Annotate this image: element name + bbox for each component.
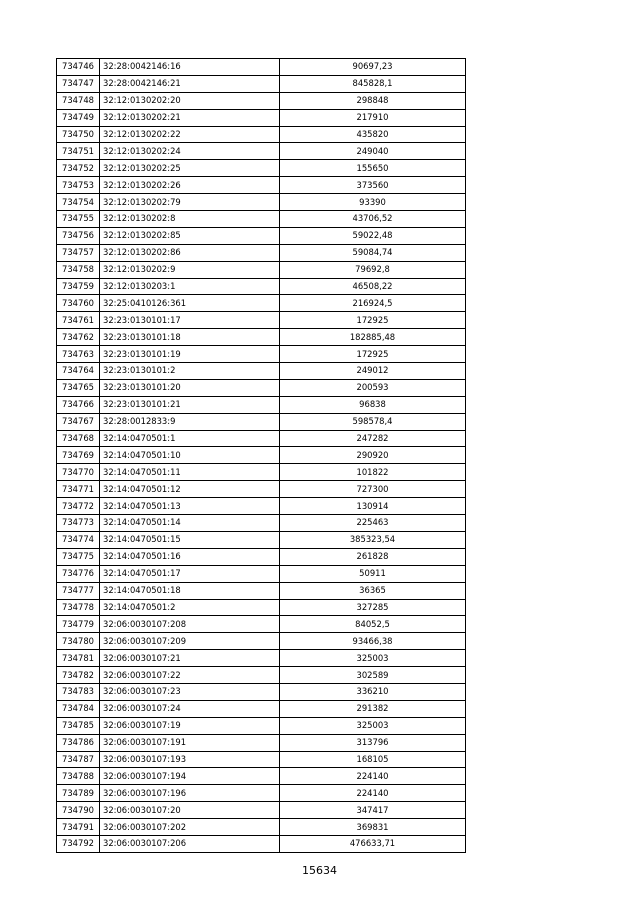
value-cell: 216924,5 xyxy=(280,295,466,312)
value-cell: 96838 xyxy=(280,396,466,413)
cadastral-number-cell: 32:12:0130202:20 xyxy=(100,92,280,109)
row-id-cell: 734792 xyxy=(57,835,100,852)
cadastral-number-cell: 32:12:0130202:9 xyxy=(100,261,280,278)
table-row xyxy=(57,261,466,278)
cadastral-number-cell: 32:12:0130202:21 xyxy=(100,109,280,126)
cadastral-number-cell: 32:06:0030107:209 xyxy=(100,633,280,650)
table-row xyxy=(57,75,466,92)
table-row xyxy=(57,819,466,836)
row-id-cell: 734770 xyxy=(57,464,100,481)
cadastral-number-cell: 32:14:0470501:16 xyxy=(100,548,280,565)
cadastral-number-cell: 32:06:0030107:193 xyxy=(100,751,280,768)
table-row xyxy=(57,396,466,413)
cadastral-number-cell: 32:23:0130101:21 xyxy=(100,396,280,413)
cadastral-number-cell: 32:23:0130101:20 xyxy=(100,379,280,396)
value-cell: 290920 xyxy=(280,447,466,464)
table-row xyxy=(57,211,466,228)
table-row xyxy=(57,616,466,633)
table-row xyxy=(57,177,466,194)
table-row xyxy=(57,447,466,464)
row-id-cell: 734748 xyxy=(57,92,100,109)
table-row xyxy=(57,481,466,498)
value-cell: 347417 xyxy=(280,802,466,819)
cadastral-number-cell: 32:12:0130202:24 xyxy=(100,143,280,160)
row-id-cell: 734768 xyxy=(57,430,100,447)
value-cell: 298848 xyxy=(280,92,466,109)
cadastral-number-cell: 32:12:0130202:22 xyxy=(100,126,280,143)
cadastral-number-cell: 32:14:0470501:10 xyxy=(100,447,280,464)
cadastral-number-cell: 32:06:0030107:196 xyxy=(100,785,280,802)
row-id-cell: 734749 xyxy=(57,109,100,126)
table-row xyxy=(57,785,466,802)
value-cell: 50911 xyxy=(280,565,466,582)
table-row xyxy=(57,565,466,582)
value-cell: 336210 xyxy=(280,683,466,700)
row-id-cell: 734772 xyxy=(57,498,100,515)
row-id-cell: 734786 xyxy=(57,734,100,751)
value-cell: 90697,23 xyxy=(280,59,466,76)
cadastral-number-cell: 32:23:0130101:2 xyxy=(100,363,280,380)
cadastral-number-cell: 32:06:0030107:206 xyxy=(100,835,280,852)
cadastral-number-cell: 32:23:0130101:19 xyxy=(100,346,280,363)
table-row xyxy=(57,126,466,143)
row-id-cell: 734762 xyxy=(57,329,100,346)
value-cell: 224140 xyxy=(280,768,466,785)
cadastral-number-cell: 32:12:0130202:85 xyxy=(100,227,280,244)
table-row xyxy=(57,295,466,312)
value-cell: 36365 xyxy=(280,582,466,599)
table-row xyxy=(57,751,466,768)
row-id-cell: 734760 xyxy=(57,295,100,312)
table-row xyxy=(57,515,466,532)
data-table xyxy=(56,58,466,853)
row-id-cell: 734751 xyxy=(57,143,100,160)
value-cell: 43706,52 xyxy=(280,211,466,228)
cadastral-number-cell: 32:12:0130203:1 xyxy=(100,278,280,295)
table-row xyxy=(57,329,466,346)
table-row xyxy=(57,379,466,396)
value-cell: 101822 xyxy=(280,464,466,481)
value-cell: 302589 xyxy=(280,667,466,684)
page-number: 15634 xyxy=(302,864,337,877)
row-id-cell: 734790 xyxy=(57,802,100,819)
value-cell: 313796 xyxy=(280,734,466,751)
value-cell: 59022,48 xyxy=(280,227,466,244)
value-cell: 225463 xyxy=(280,515,466,532)
value-cell: 435820 xyxy=(280,126,466,143)
cadastral-number-cell: 32:06:0030107:208 xyxy=(100,616,280,633)
table-row xyxy=(57,312,466,329)
cadastral-number-cell: 32:14:0470501:17 xyxy=(100,565,280,582)
cadastral-number-cell: 32:12:0130202:86 xyxy=(100,244,280,261)
table-row xyxy=(57,227,466,244)
cadastral-number-cell: 32:06:0030107:21 xyxy=(100,650,280,667)
value-cell: 249040 xyxy=(280,143,466,160)
row-id-cell: 734785 xyxy=(57,717,100,734)
table-row xyxy=(57,59,466,76)
value-cell: 130914 xyxy=(280,498,466,515)
row-id-cell: 734758 xyxy=(57,261,100,278)
table-row xyxy=(57,346,466,363)
row-id-cell: 734759 xyxy=(57,278,100,295)
row-id-cell: 734779 xyxy=(57,616,100,633)
value-cell: 373560 xyxy=(280,177,466,194)
cadastral-number-cell: 32:14:0470501:2 xyxy=(100,599,280,616)
value-cell: 291382 xyxy=(280,700,466,717)
table-row xyxy=(57,413,466,430)
table-row xyxy=(57,768,466,785)
table-row xyxy=(57,430,466,447)
table-row xyxy=(57,109,466,126)
cadastral-number-cell: 32:14:0470501:11 xyxy=(100,464,280,481)
table-row xyxy=(57,464,466,481)
cadastral-number-cell: 32:28:0012833:9 xyxy=(100,413,280,430)
cadastral-number-cell: 32:14:0470501:15 xyxy=(100,531,280,548)
row-id-cell: 734765 xyxy=(57,379,100,396)
value-cell: 168105 xyxy=(280,751,466,768)
value-cell: 261828 xyxy=(280,548,466,565)
cadastral-number-cell: 32:06:0030107:23 xyxy=(100,683,280,700)
row-id-cell: 734788 xyxy=(57,768,100,785)
cadastral-number-cell: 32:14:0470501:14 xyxy=(100,515,280,532)
value-cell: 247282 xyxy=(280,430,466,447)
row-id-cell: 734781 xyxy=(57,650,100,667)
value-cell: 155650 xyxy=(280,160,466,177)
value-cell: 369831 xyxy=(280,819,466,836)
value-cell: 59084,74 xyxy=(280,244,466,261)
value-cell: 385323,54 xyxy=(280,531,466,548)
value-cell: 200593 xyxy=(280,379,466,396)
cadastral-number-cell: 32:23:0130101:17 xyxy=(100,312,280,329)
cadastral-number-cell: 32:12:0130202:26 xyxy=(100,177,280,194)
table-row xyxy=(57,92,466,109)
table-row xyxy=(57,599,466,616)
value-cell: 249012 xyxy=(280,363,466,380)
value-cell: 46508,22 xyxy=(280,278,466,295)
row-id-cell: 734773 xyxy=(57,515,100,532)
table-row xyxy=(57,160,466,177)
cadastral-number-cell: 32:06:0030107:22 xyxy=(100,667,280,684)
table-row xyxy=(57,717,466,734)
row-id-cell: 734784 xyxy=(57,700,100,717)
table-row xyxy=(57,548,466,565)
value-cell: 172925 xyxy=(280,346,466,363)
cadastral-number-cell: 32:25:0410126:361 xyxy=(100,295,280,312)
cadastral-number-cell: 32:12:0130202:8 xyxy=(100,211,280,228)
row-id-cell: 734782 xyxy=(57,667,100,684)
row-id-cell: 734755 xyxy=(57,211,100,228)
cadastral-number-cell: 32:28:0042146:16 xyxy=(100,59,280,76)
table-row xyxy=(57,278,466,295)
table-row xyxy=(57,363,466,380)
table-row xyxy=(57,835,466,852)
cadastral-number-cell: 32:14:0470501:12 xyxy=(100,481,280,498)
table-row xyxy=(57,498,466,515)
row-id-cell: 734767 xyxy=(57,413,100,430)
row-id-cell: 734783 xyxy=(57,683,100,700)
row-id-cell: 734746 xyxy=(57,59,100,76)
row-id-cell: 734763 xyxy=(57,346,100,363)
table-row xyxy=(57,244,466,261)
row-id-cell: 734769 xyxy=(57,447,100,464)
cadastral-number-cell: 32:28:0042146:21 xyxy=(100,75,280,92)
value-cell: 325003 xyxy=(280,717,466,734)
cadastral-number-cell: 32:06:0030107:24 xyxy=(100,700,280,717)
row-id-cell: 734752 xyxy=(57,160,100,177)
table-row xyxy=(57,700,466,717)
row-id-cell: 734780 xyxy=(57,633,100,650)
table-row xyxy=(57,633,466,650)
row-id-cell: 734764 xyxy=(57,363,100,380)
row-id-cell: 734757 xyxy=(57,244,100,261)
cadastral-number-cell: 32:06:0030107:191 xyxy=(100,734,280,751)
row-id-cell: 734761 xyxy=(57,312,100,329)
row-id-cell: 734753 xyxy=(57,177,100,194)
row-id-cell: 734787 xyxy=(57,751,100,768)
row-id-cell: 734771 xyxy=(57,481,100,498)
cadastral-number-cell: 32:14:0470501:1 xyxy=(100,430,280,447)
row-id-cell: 734789 xyxy=(57,785,100,802)
value-cell: 598578,4 xyxy=(280,413,466,430)
row-id-cell: 734747 xyxy=(57,75,100,92)
cadastral-number-cell: 32:23:0130101:18 xyxy=(100,329,280,346)
cadastral-number-cell: 32:12:0130202:79 xyxy=(100,194,280,211)
row-id-cell: 734777 xyxy=(57,582,100,599)
cadastral-number-cell: 32:06:0030107:202 xyxy=(100,819,280,836)
table-row xyxy=(57,650,466,667)
row-id-cell: 734774 xyxy=(57,531,100,548)
row-id-cell: 734775 xyxy=(57,548,100,565)
value-cell: 182885,48 xyxy=(280,329,466,346)
row-id-cell: 734791 xyxy=(57,819,100,836)
cadastral-number-cell: 32:12:0130202:25 xyxy=(100,160,280,177)
value-cell: 93390 xyxy=(280,194,466,211)
table-row xyxy=(57,531,466,548)
cadastral-number-cell: 32:06:0030107:194 xyxy=(100,768,280,785)
cadastral-number-cell: 32:14:0470501:18 xyxy=(100,582,280,599)
value-cell: 172925 xyxy=(280,312,466,329)
row-id-cell: 734776 xyxy=(57,565,100,582)
table-row xyxy=(57,683,466,700)
value-cell: 327285 xyxy=(280,599,466,616)
table-row xyxy=(57,194,466,211)
table-row xyxy=(57,734,466,751)
value-cell: 93466,38 xyxy=(280,633,466,650)
table-row xyxy=(57,582,466,599)
table-row xyxy=(57,143,466,160)
row-id-cell: 734778 xyxy=(57,599,100,616)
value-cell: 79692,8 xyxy=(280,261,466,278)
row-id-cell: 734756 xyxy=(57,227,100,244)
row-id-cell: 734766 xyxy=(57,396,100,413)
value-cell: 224140 xyxy=(280,785,466,802)
value-cell: 84052,5 xyxy=(280,616,466,633)
value-cell: 476633,71 xyxy=(280,835,466,852)
cadastral-number-cell: 32:14:0470501:13 xyxy=(100,498,280,515)
value-cell: 845828,1 xyxy=(280,75,466,92)
value-cell: 217910 xyxy=(280,109,466,126)
value-cell: 325003 xyxy=(280,650,466,667)
row-id-cell: 734754 xyxy=(57,194,100,211)
table-body xyxy=(57,59,466,853)
value-cell: 727300 xyxy=(280,481,466,498)
cadastral-number-cell: 32:06:0030107:20 xyxy=(100,802,280,819)
table-row xyxy=(57,802,466,819)
cadastral-number-cell: 32:06:0030107:19 xyxy=(100,717,280,734)
row-id-cell: 734750 xyxy=(57,126,100,143)
table-row xyxy=(57,667,466,684)
